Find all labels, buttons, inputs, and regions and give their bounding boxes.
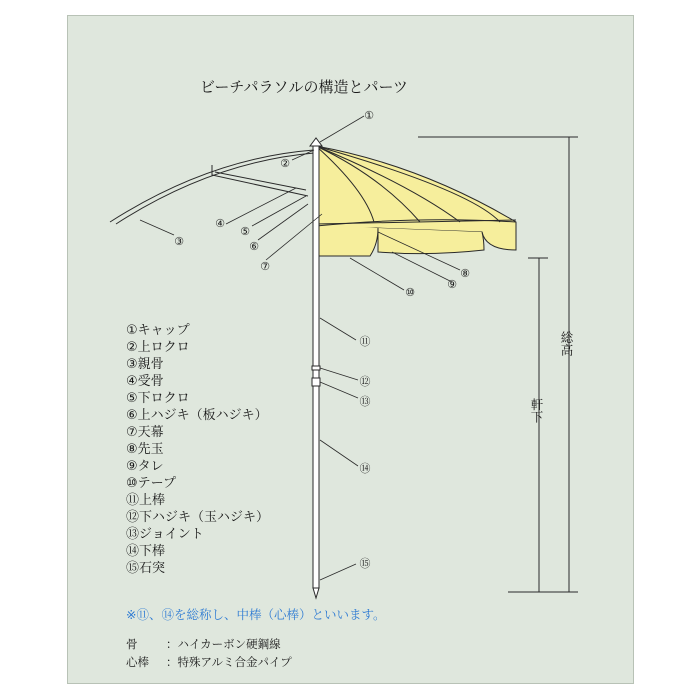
- callout-12: ⑫: [359, 375, 371, 388]
- material-key: 骨: [126, 637, 138, 651]
- callout-7: ⑦: [260, 260, 270, 273]
- callout-14: ⑭: [359, 462, 371, 475]
- pole: [312, 146, 320, 598]
- callout-9: ⑨: [447, 278, 457, 291]
- callout-2: ②: [280, 157, 290, 170]
- legend-item: ④受骨: [126, 374, 164, 389]
- callout-11: ⑪: [359, 335, 371, 348]
- material-value: ：特殊アルミ合金パイプ: [166, 655, 292, 669]
- callout-8: ⑧: [460, 267, 470, 280]
- total-height-label: 総高: [559, 331, 574, 356]
- material-key: 心棒: [126, 655, 149, 669]
- legend-item: ⑫下ハジキ（玉ハジキ）: [126, 510, 270, 525]
- legend-item: ①キャップ: [126, 323, 190, 338]
- callout-10: ⑩: [405, 286, 415, 299]
- callout-15: ⑮: [359, 557, 371, 570]
- callout-4: ④: [215, 217, 225, 230]
- material-value: ：ハイカーボン硬鋼線: [166, 637, 281, 651]
- legend-item: ③親骨: [126, 357, 164, 372]
- callout-13: ⑬: [359, 395, 371, 408]
- callout-5: ⑤: [240, 225, 250, 238]
- canopy: [316, 146, 516, 256]
- material-row-shaft: [126, 654, 292, 670]
- diagram-title: ビーチパラソルの構造とパーツ: [200, 78, 408, 96]
- legend-item: ②上ロクロ: [126, 340, 190, 355]
- shaft-note: ※⑪、⑭を総称し、中棒（心棒）といいます。: [126, 607, 386, 622]
- legend-item: ⑦天幕: [126, 425, 164, 440]
- legend-item: ⑤下ロクロ: [126, 391, 190, 406]
- callout-6: ⑥: [249, 240, 259, 253]
- callout-1: ①: [364, 109, 374, 122]
- eave-height-dimension: [528, 258, 548, 592]
- callout-3: ③: [174, 235, 184, 248]
- legend-item: ⑩テープ: [126, 476, 177, 491]
- parts-legend: [126, 322, 269, 577]
- material-row-ribs: [126, 636, 281, 652]
- legend-item: ⑮石突: [126, 561, 166, 576]
- legend-item: ⑧先玉: [126, 442, 164, 457]
- eave-height-label: 軒下: [529, 398, 544, 423]
- legend-item: ⑭下棒: [126, 544, 166, 559]
- legend-item: ⑬ジョイント: [126, 527, 204, 542]
- legend-item: ⑥上ハジキ（板ハジキ）: [126, 408, 268, 423]
- legend-item: ⑪上棒: [126, 493, 166, 508]
- legend-item: ⑨タレ: [126, 459, 164, 474]
